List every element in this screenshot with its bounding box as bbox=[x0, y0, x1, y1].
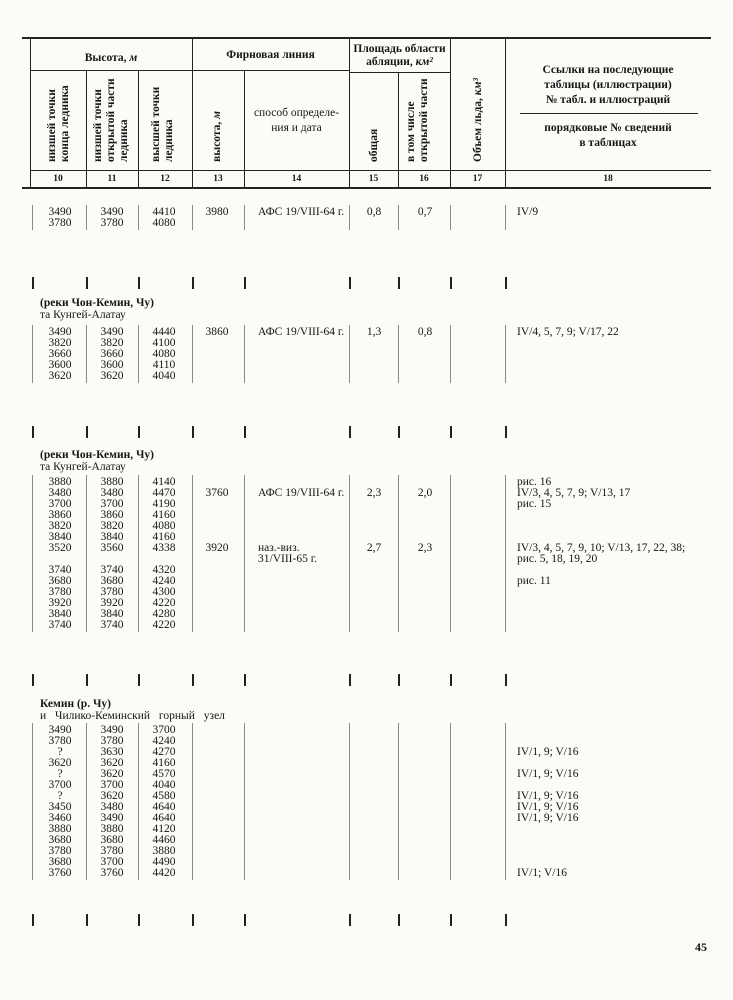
open-part-lowest-elevation-cell: 3480 bbox=[100, 487, 124, 499]
column-rule-tick bbox=[86, 914, 88, 926]
column-number: 14 bbox=[291, 174, 302, 184]
open-part-lowest-elevation-cell: 3780 bbox=[100, 217, 124, 229]
column-number: 13 bbox=[213, 174, 223, 184]
column-rule-tick bbox=[244, 426, 246, 438]
terminus-elevation-cell: 3700 bbox=[48, 779, 72, 791]
col14-header-line: ния и дата bbox=[271, 122, 322, 134]
col18-header-line: Ссылки на последующие bbox=[542, 64, 674, 76]
column-rule bbox=[450, 723, 451, 880]
column-rule bbox=[244, 205, 245, 230]
terminus-elevation-cell: 3680 bbox=[48, 834, 72, 846]
col11-header-line: открытой части bbox=[105, 78, 117, 162]
column-rule-tick bbox=[450, 426, 452, 438]
terminus-elevation-cell: 3780 bbox=[48, 217, 72, 229]
col14-header-line: способ определе- bbox=[253, 107, 340, 119]
col13-header-unit: м bbox=[211, 110, 223, 119]
highest-elevation-cell: 4080 bbox=[152, 348, 176, 360]
ablation-area-total-cell: 1,3 bbox=[366, 326, 382, 338]
highest-elevation-cell: 4580 bbox=[152, 790, 176, 802]
column-rule-tick bbox=[138, 277, 140, 289]
references-divider-rule bbox=[520, 113, 698, 114]
col16-header bbox=[405, 74, 431, 162]
open-part-lowest-elevation-cell: 3620 bbox=[100, 790, 124, 802]
column-rule bbox=[505, 205, 506, 230]
section-title-basin: Кемин (р. Чу) bbox=[40, 698, 111, 710]
col13-header bbox=[211, 74, 224, 162]
column-rule bbox=[138, 723, 139, 880]
highest-elevation-cell: 4080 bbox=[152, 520, 176, 532]
column-rule-tick bbox=[450, 914, 452, 926]
column-rule bbox=[86, 205, 87, 230]
open-part-lowest-elevation-cell: 3840 bbox=[100, 608, 124, 620]
ablation-area-open-cell: 0,7 bbox=[417, 206, 433, 218]
column-rule bbox=[192, 723, 193, 880]
ablation-area-open-cell: 0,8 bbox=[417, 326, 433, 338]
column-number: 15 bbox=[368, 174, 379, 184]
column-rule bbox=[244, 723, 245, 880]
firn-line-method-date-cell: АФС 19/VIII-64 г. bbox=[258, 206, 345, 218]
open-part-lowest-elevation-cell: 3780 bbox=[100, 845, 124, 857]
open-part-lowest-elevation-cell: 3740 bbox=[100, 564, 124, 576]
firn-line-method-date-cell: 31/VIII-65 г. bbox=[258, 553, 317, 565]
column-rule-tick bbox=[86, 674, 88, 686]
section-title-basin: (реки Чон-Кемин, Чу) bbox=[40, 297, 154, 309]
terminus-elevation-cell: 3600 bbox=[48, 359, 72, 371]
firn-line-method-date-cell: АФС 19/VIII-64 г. bbox=[258, 487, 345, 499]
column-number: 11 bbox=[107, 174, 117, 184]
highest-elevation-cell: 4320 bbox=[152, 564, 176, 576]
firn-line-elevation-cell: 3980 bbox=[205, 206, 229, 218]
firn-line-method-date-cell: АФС 19/VIII-64 г. bbox=[258, 326, 345, 338]
column-rule bbox=[398, 205, 399, 230]
highest-elevation-cell: 4190 bbox=[152, 498, 176, 510]
column-rule bbox=[244, 475, 245, 632]
highest-elevation-cell: 4240 bbox=[152, 735, 176, 747]
col16-header-line: в том числе bbox=[405, 101, 417, 162]
table-row bbox=[0, 620, 733, 631]
highest-elevation-cell: 4220 bbox=[152, 597, 176, 609]
column-rule bbox=[450, 325, 451, 383]
column-rule bbox=[32, 205, 33, 230]
col13-header-text: высота, bbox=[211, 121, 223, 162]
column-rule-tick bbox=[192, 674, 194, 686]
column-rule-tick bbox=[398, 426, 400, 438]
highest-elevation-cell: 4220 bbox=[152, 619, 176, 631]
col11-header bbox=[92, 74, 131, 162]
ablation-group-label-line1: Площадь области bbox=[353, 43, 446, 55]
column-rule bbox=[450, 475, 451, 632]
column-rule-tick bbox=[505, 277, 507, 289]
highest-elevation-cell: 4570 bbox=[152, 768, 176, 780]
highest-elevation-cell: 4240 bbox=[152, 575, 176, 587]
terminus-elevation-cell: 3740 bbox=[48, 564, 72, 576]
highest-elevation-cell: 4640 bbox=[152, 801, 176, 813]
column-rule bbox=[86, 475, 87, 632]
column-rule bbox=[86, 325, 87, 383]
highest-elevation-cell: 4300 bbox=[152, 586, 176, 598]
terminus-elevation-cell: 3680 bbox=[48, 575, 72, 587]
header-rule-17-18 bbox=[505, 38, 506, 188]
table-row bbox=[0, 868, 733, 879]
open-part-lowest-elevation-cell: 3780 bbox=[100, 735, 124, 747]
references-cell: IV/3, 4, 5, 7, 9; V/13, 17 bbox=[517, 487, 631, 499]
open-part-lowest-elevation-cell: 3490 bbox=[100, 812, 124, 824]
header-bottom-rule bbox=[30, 170, 711, 171]
col11-header-line: низшей точки bbox=[92, 89, 104, 162]
top-rule bbox=[22, 37, 711, 39]
highest-elevation-cell: 4640 bbox=[152, 812, 176, 824]
open-part-lowest-elevation-cell: 3620 bbox=[100, 757, 124, 769]
open-part-lowest-elevation-cell: 3880 bbox=[100, 476, 124, 488]
open-part-lowest-elevation-cell: 3820 bbox=[100, 337, 124, 349]
terminus-elevation-cell: 3490 bbox=[48, 724, 72, 736]
column-rule-tick bbox=[349, 426, 351, 438]
column-rule-tick bbox=[32, 426, 34, 438]
firn-line-elevation-cell: 3760 bbox=[205, 487, 229, 499]
column-rule bbox=[349, 325, 350, 383]
section-title-basin: (реки Чон-Кемин, Чу) bbox=[40, 449, 154, 461]
open-part-lowest-elevation-cell: 3630 bbox=[100, 746, 124, 758]
open-part-lowest-elevation-cell: 3920 bbox=[100, 597, 124, 609]
column-rule bbox=[349, 723, 350, 880]
open-part-lowest-elevation-cell: 3490 bbox=[100, 326, 124, 338]
firn-line-method-date-cell: наз.-виз. bbox=[258, 542, 300, 554]
column-rule-tick bbox=[349, 674, 351, 686]
terminus-elevation-cell: 3460 bbox=[48, 812, 72, 824]
firn-line-group-label: Фирновая линия bbox=[226, 49, 315, 61]
column-rule bbox=[349, 475, 350, 632]
column-rule-tick bbox=[505, 914, 507, 926]
height-group-label bbox=[30, 52, 192, 64]
column-rule-tick bbox=[450, 277, 452, 289]
references-cell: IV/1, 9; V/16 bbox=[517, 768, 579, 780]
open-part-lowest-elevation-cell: 3880 bbox=[100, 823, 124, 835]
open-part-lowest-elevation-cell: 3490 bbox=[100, 724, 124, 736]
terminus-elevation-cell: 3620 bbox=[48, 370, 72, 382]
terminus-elevation-cell: 3480 bbox=[48, 487, 72, 499]
col18-subheader-line: порядковые № сведений bbox=[544, 122, 672, 134]
column-rule-tick bbox=[86, 277, 88, 289]
ablation-area-open-cell: 2,0 bbox=[417, 487, 433, 499]
terminus-elevation-cell: 3660 bbox=[48, 348, 72, 360]
open-part-lowest-elevation-cell: 3490 bbox=[100, 206, 124, 218]
highest-elevation-cell: 4040 bbox=[152, 779, 176, 791]
terminus-elevation-cell: 3780 bbox=[48, 586, 72, 598]
terminus-elevation-cell: 3880 bbox=[48, 823, 72, 835]
open-part-lowest-elevation-cell: 3740 bbox=[100, 619, 124, 631]
col15-header bbox=[368, 74, 381, 162]
highest-elevation-cell: 4280 bbox=[152, 608, 176, 620]
column-rule bbox=[505, 325, 506, 383]
ablation-area-open-cell: 2,3 bbox=[417, 542, 433, 554]
header-rule-11-12 bbox=[138, 70, 139, 188]
highest-elevation-cell: 4040 bbox=[152, 370, 176, 382]
highest-elevation-cell: 4420 bbox=[152, 867, 176, 879]
highest-elevation-cell: 4470 bbox=[152, 487, 176, 499]
col10-header-line: низшей точки bbox=[46, 89, 58, 162]
column-rule bbox=[398, 475, 399, 632]
highest-elevation-cell: 4440 bbox=[152, 326, 176, 338]
column-rule bbox=[349, 205, 350, 230]
ablation-area-total-cell: 2,7 bbox=[366, 542, 382, 554]
open-part-lowest-elevation-cell: 3860 bbox=[100, 509, 124, 521]
references-cell: IV/1, 9; V/16 bbox=[517, 746, 579, 758]
column-rule-tick bbox=[192, 277, 194, 289]
open-part-lowest-elevation-cell: 3780 bbox=[100, 586, 124, 598]
highest-elevation-cell: 4460 bbox=[152, 834, 176, 846]
terminus-elevation-cell: ? bbox=[57, 746, 63, 758]
ablation-area-total-cell: 0,8 bbox=[366, 206, 382, 218]
column-rule bbox=[505, 723, 506, 880]
highest-elevation-cell: 3700 bbox=[152, 724, 176, 736]
column-rule bbox=[244, 325, 245, 383]
open-part-lowest-elevation-cell: 3820 bbox=[100, 520, 124, 532]
terminus-elevation-cell: 3520 bbox=[48, 542, 72, 554]
highest-elevation-cell: 3880 bbox=[152, 845, 176, 857]
height-group-text: Высота, bbox=[84, 52, 127, 64]
section-title-range: и Чилико-Кеминский горный узел bbox=[40, 710, 225, 722]
column-number: 18 bbox=[603, 174, 613, 184]
col12-header-line: ледника bbox=[163, 119, 175, 162]
terminus-elevation-cell: 3620 bbox=[48, 757, 72, 769]
column-rule bbox=[192, 325, 193, 383]
terminus-elevation-cell: 3780 bbox=[48, 735, 72, 747]
terminus-elevation-cell: 3820 bbox=[48, 520, 72, 532]
highest-elevation-cell: 4270 bbox=[152, 746, 176, 758]
col12-header-line: высшей точки bbox=[150, 86, 162, 162]
terminus-elevation-cell: 3920 bbox=[48, 597, 72, 609]
col17-header-unit: км³ bbox=[472, 78, 484, 96]
column-rule-tick bbox=[244, 674, 246, 686]
references-cell: IV/9 bbox=[517, 206, 539, 218]
open-part-lowest-elevation-cell: 3480 bbox=[100, 801, 124, 813]
terminus-elevation-cell: 3840 bbox=[48, 531, 72, 543]
ablation-area-total-cell: 2,3 bbox=[366, 487, 382, 499]
highest-elevation-cell: 4110 bbox=[152, 359, 176, 371]
table-row bbox=[0, 371, 733, 382]
open-part-lowest-elevation-cell: 3680 bbox=[100, 575, 124, 587]
header-rule-10-11 bbox=[86, 70, 87, 188]
terminus-elevation-cell: 3740 bbox=[48, 619, 72, 631]
terminus-elevation-cell: ? bbox=[57, 768, 63, 780]
references-cell: IV/1, 9; V/16 bbox=[517, 801, 579, 813]
terminus-elevation-cell: 3760 bbox=[48, 867, 72, 879]
references-cell: рис. 5, 18, 19, 20 bbox=[517, 553, 598, 565]
column-rule bbox=[192, 475, 193, 632]
col10-header-line: конца ледника bbox=[59, 85, 71, 162]
col10-header bbox=[46, 74, 72, 162]
column-rule bbox=[138, 205, 139, 230]
column-rule-tick bbox=[349, 277, 351, 289]
table-row bbox=[0, 543, 733, 554]
open-part-lowest-elevation-cell: 3700 bbox=[100, 779, 124, 791]
highest-elevation-cell: 4410 bbox=[152, 206, 176, 218]
col17-header-line bbox=[472, 74, 485, 162]
header-rule-16-17 bbox=[450, 38, 451, 188]
terminus-elevation-cell: 3700 bbox=[48, 498, 72, 510]
height-group-unit: м bbox=[129, 52, 138, 64]
col13-header-line bbox=[211, 74, 224, 162]
column-numbers-bottom-rule bbox=[22, 187, 711, 189]
firn-line-elevation-cell: 3920 bbox=[205, 542, 229, 554]
column-rule-tick bbox=[450, 674, 452, 686]
column-rule-tick bbox=[505, 674, 507, 686]
terminus-elevation-cell: 3860 bbox=[48, 509, 72, 521]
references-cell: рис. 16 bbox=[517, 476, 552, 488]
col17-header-text: Объем льда, bbox=[472, 98, 484, 162]
open-part-lowest-elevation-cell: 3600 bbox=[100, 359, 124, 371]
highest-elevation-cell: 4160 bbox=[152, 757, 176, 769]
column-rule bbox=[138, 325, 139, 383]
references-cell: IV/1, 9; V/16 bbox=[517, 790, 579, 802]
column-rule-tick bbox=[192, 426, 194, 438]
col18-header-line: таблицы (иллюстрации) bbox=[544, 79, 672, 91]
column-rule-tick bbox=[192, 914, 194, 926]
terminus-elevation-cell: 3680 bbox=[48, 856, 72, 868]
column-rule bbox=[398, 723, 399, 880]
open-part-lowest-elevation-cell: 3620 bbox=[100, 370, 124, 382]
firn-group-rule bbox=[192, 70, 349, 71]
col11-header-line: ледника bbox=[118, 119, 130, 162]
highest-elevation-cell: 4338 bbox=[152, 542, 176, 554]
ablation-group-unit: км² bbox=[415, 56, 433, 68]
open-part-lowest-elevation-cell: 3700 bbox=[100, 856, 124, 868]
col16-header-line: открытой части bbox=[418, 78, 430, 162]
references-cell: рис. 15 bbox=[517, 498, 552, 510]
column-rule-tick bbox=[32, 914, 34, 926]
highest-elevation-cell: 4490 bbox=[152, 856, 176, 868]
highest-elevation-cell: 4080 bbox=[152, 217, 176, 229]
column-rule-tick bbox=[138, 674, 140, 686]
column-rule-tick bbox=[398, 914, 400, 926]
ablation-group-text: абляции, bbox=[366, 56, 413, 68]
column-rule-tick bbox=[398, 674, 400, 686]
highest-elevation-cell: 4160 bbox=[152, 531, 176, 543]
column-rule-tick bbox=[398, 277, 400, 289]
references-cell: IV/3, 4, 5, 7, 9, 10; V/13, 17, 22, 38; bbox=[517, 542, 686, 554]
column-rule bbox=[138, 475, 139, 632]
open-part-lowest-elevation-cell: 3760 bbox=[100, 867, 124, 879]
column-rule bbox=[192, 205, 193, 230]
col12-header bbox=[150, 74, 176, 162]
terminus-elevation-cell: 3880 bbox=[48, 476, 72, 488]
terminus-elevation-cell: 3820 bbox=[48, 337, 72, 349]
highest-elevation-cell: 4120 bbox=[152, 823, 176, 835]
section-title-range: та Кунгей-Алатау bbox=[40, 309, 126, 321]
references-cell: IV/1, 9; V/16 bbox=[517, 812, 579, 824]
highest-elevation-cell: 4160 bbox=[152, 509, 176, 521]
firn-line-elevation-cell: 3860 bbox=[205, 326, 229, 338]
header-rule-15-16 bbox=[398, 72, 399, 188]
col15-header-line: общая bbox=[368, 128, 380, 162]
terminus-elevation-cell: 3780 bbox=[48, 845, 72, 857]
references-cell: рис. 11 bbox=[517, 575, 551, 587]
references-cell: IV/4, 5, 7, 9; V/17, 22 bbox=[517, 326, 619, 338]
section-title-range: та Кунгей-Алатау bbox=[40, 461, 126, 473]
column-rule-tick bbox=[86, 426, 88, 438]
ablation-group-rule bbox=[349, 72, 450, 73]
column-rule-tick bbox=[32, 277, 34, 289]
column-rule bbox=[505, 475, 506, 632]
page-number: 45 bbox=[695, 940, 707, 954]
column-rule bbox=[32, 723, 33, 880]
terminus-elevation-cell: 3490 bbox=[48, 206, 72, 218]
column-number: 17 bbox=[472, 174, 483, 184]
column-rule-tick bbox=[244, 914, 246, 926]
column-rule-tick bbox=[244, 277, 246, 289]
open-part-lowest-elevation-cell: 3680 bbox=[100, 834, 124, 846]
open-part-lowest-elevation-cell: 3620 bbox=[100, 768, 124, 780]
column-rule-tick bbox=[32, 674, 34, 686]
column-rule-tick bbox=[349, 914, 351, 926]
highest-elevation-cell: 4100 bbox=[152, 337, 176, 349]
column-rule-tick bbox=[505, 426, 507, 438]
height-group-rule bbox=[30, 70, 192, 71]
terminus-elevation-cell: 3490 bbox=[48, 326, 72, 338]
column-number: 12 bbox=[160, 174, 170, 184]
open-part-lowest-elevation-cell: 3560 bbox=[100, 542, 124, 554]
terminus-elevation-cell: 3840 bbox=[48, 608, 72, 620]
column-rule bbox=[32, 475, 33, 632]
terminus-elevation-cell: ? bbox=[57, 790, 63, 802]
open-part-lowest-elevation-cell: 3840 bbox=[100, 531, 124, 543]
open-part-lowest-elevation-cell: 3660 bbox=[100, 348, 124, 360]
column-rule-tick bbox=[138, 426, 140, 438]
column-rule bbox=[32, 325, 33, 383]
col18-subheader-line: в таблицах bbox=[579, 137, 637, 149]
table-row bbox=[0, 218, 733, 229]
column-number: 10 bbox=[53, 174, 63, 184]
references-cell: IV/1; V/16 bbox=[517, 867, 567, 879]
terminus-elevation-cell: 3450 bbox=[48, 801, 72, 813]
column-rule bbox=[450, 205, 451, 230]
column-number: 16 bbox=[419, 174, 429, 184]
column-rule bbox=[86, 723, 87, 880]
col18-header-line: № табл. и иллюстраций bbox=[545, 94, 671, 106]
open-part-lowest-elevation-cell: 3700 bbox=[100, 498, 124, 510]
column-rule bbox=[398, 325, 399, 383]
col17-header bbox=[472, 74, 485, 162]
column-rule-tick bbox=[138, 914, 140, 926]
highest-elevation-cell: 4140 bbox=[152, 476, 176, 488]
ablation-group-label-line2 bbox=[349, 56, 450, 68]
